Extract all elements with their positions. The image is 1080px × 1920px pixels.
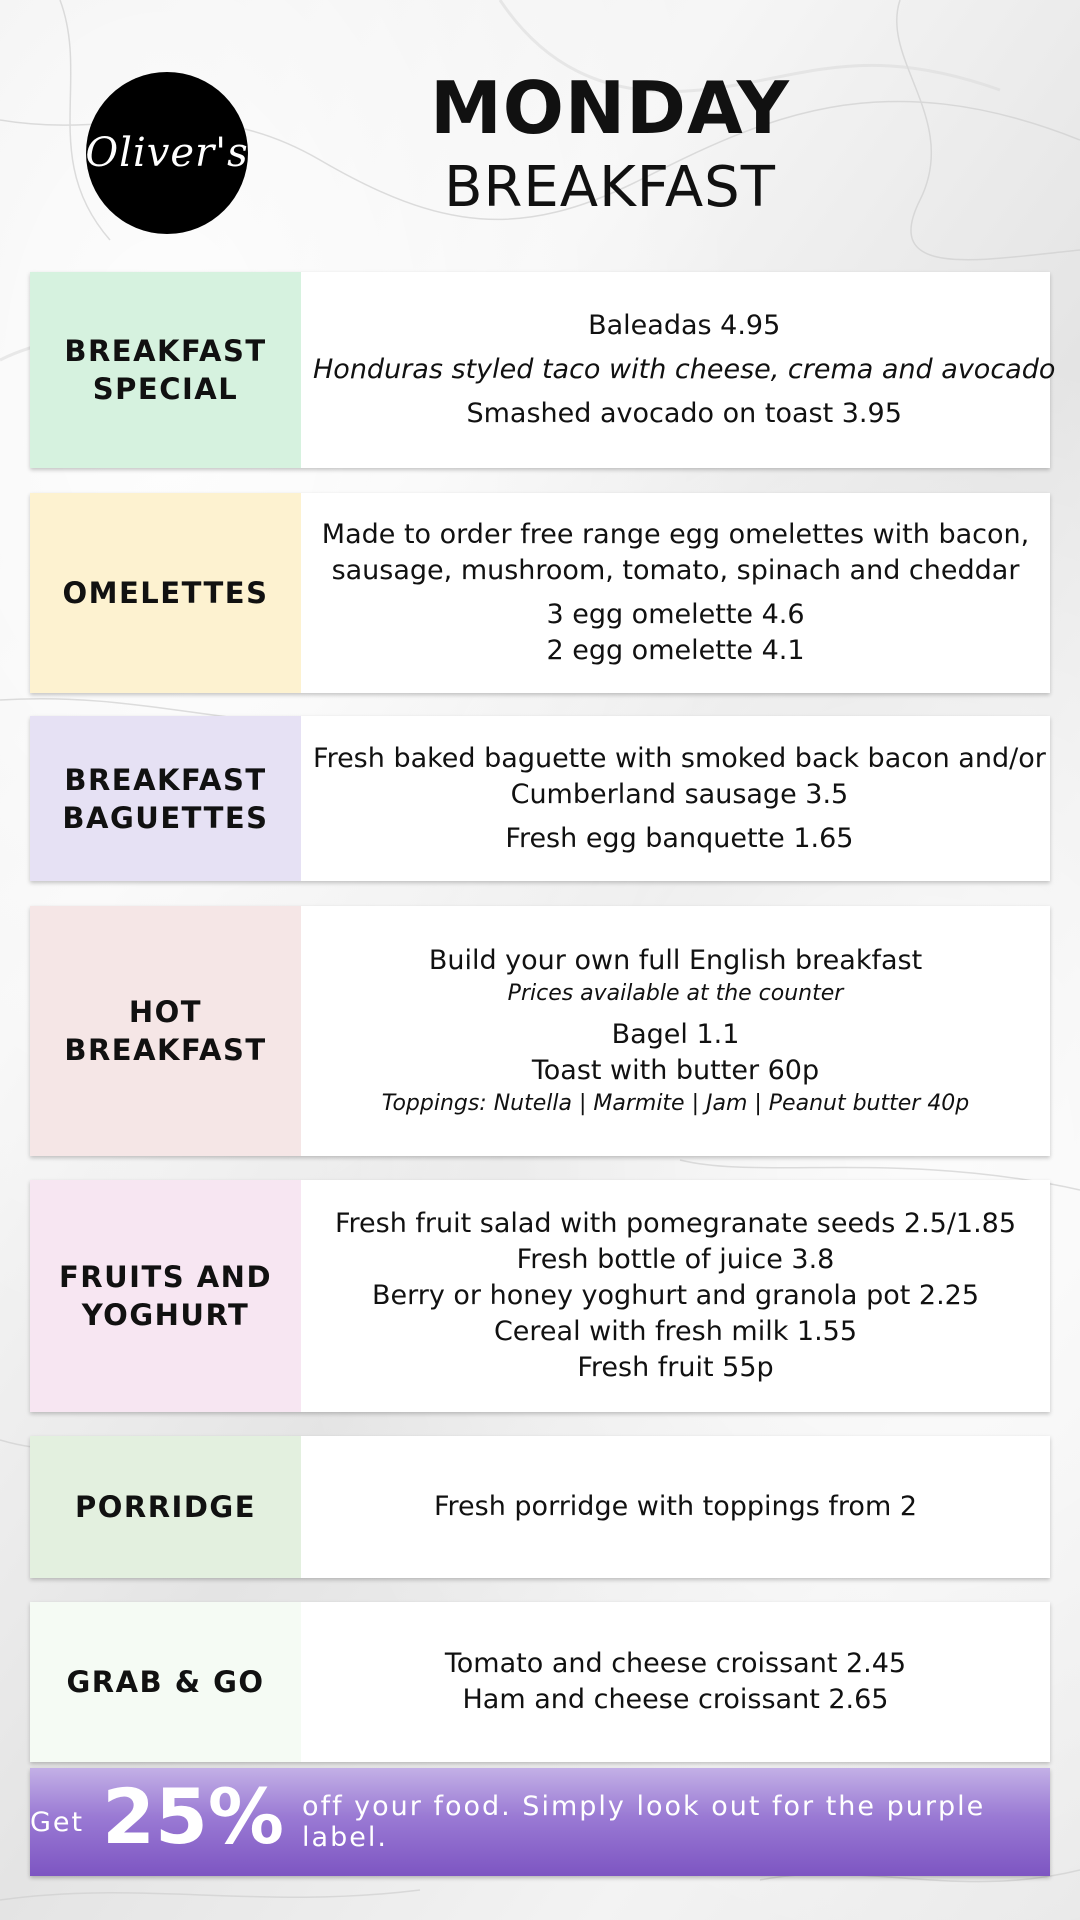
promo-prefix: Get xyxy=(30,1806,85,1838)
menu-item: 3 egg omelette 4.6 xyxy=(546,599,805,630)
section-items xyxy=(301,906,1050,1156)
menu-item: Bagel 1.1 xyxy=(611,1019,740,1050)
menu-item: Fresh egg banquette 1.65 xyxy=(505,822,854,854)
menu-item-description: sausage, mushroom, tomato, spinach and cheddar xyxy=(331,555,1020,586)
menu-item-description: Made to order free range egg omelettes with bacon, xyxy=(321,519,1030,550)
section-grab-and-go xyxy=(30,1602,1050,1762)
promo-banner xyxy=(30,1768,1050,1876)
meal-title: BREAKFAST xyxy=(444,155,776,220)
section-breakfast-special xyxy=(30,272,1056,468)
section-items xyxy=(301,716,1058,881)
logo-text: Oliver's xyxy=(85,130,249,176)
menu-item: Fresh fruit salad with pomegranate seeds 2.5/1.85 xyxy=(334,1208,1017,1239)
category-label: OMELETTES xyxy=(30,493,301,693)
menu-item: Baleadas 4.95 xyxy=(588,310,781,341)
day-title: MONDAY xyxy=(430,66,790,150)
category-label: GRAB & GO xyxy=(30,1602,301,1762)
promo-suffix: off your food. Simply look out for the purple label. xyxy=(302,1791,986,1853)
menu-item: Cereal with fresh milk 1.55 xyxy=(493,1316,858,1347)
menu-item: Tomato and cheese croissant 2.45 xyxy=(444,1648,907,1679)
section-items xyxy=(301,1180,1050,1412)
section-porridge xyxy=(30,1436,1050,1578)
menu-item: Smashed avocado on toast 3.95 xyxy=(466,398,902,429)
category-label: HOT BREAKFAST xyxy=(30,906,301,1156)
section-items xyxy=(301,1602,1050,1762)
menu-item: Fresh baked baguette with smoked back bacon and/or xyxy=(313,742,1046,774)
menu-item-note: Toppings: Nutella | Marmite | Jam | Peanut butter 40p xyxy=(381,1091,970,1116)
section-fruits-and-yoghurt xyxy=(30,1180,1050,1412)
menu-item: Cumberland sausage 3.5 xyxy=(510,778,849,810)
menu-item: Toast with butter 60p xyxy=(531,1055,820,1086)
menu-item-note: Prices available at the counter xyxy=(507,981,844,1006)
menu-item: Build your own full English breakfast xyxy=(428,945,923,976)
menu-item: Fresh porridge with toppings from 2 xyxy=(433,1491,918,1522)
section-hot-breakfast xyxy=(30,906,1050,1156)
category-label: BREAKFAST BAGUETTES xyxy=(30,716,301,881)
olivers-logo xyxy=(86,72,248,234)
category-label: FRUITS AND YOGHURT xyxy=(30,1180,301,1412)
section-breakfast-baguettes xyxy=(30,716,1050,881)
promo-percent: 25% xyxy=(102,1771,285,1861)
section-omelettes xyxy=(30,493,1050,693)
section-items xyxy=(301,493,1050,693)
section-items xyxy=(301,1436,1050,1578)
menu-item: Fresh bottle of juice 3.8 xyxy=(516,1244,835,1275)
menu-item: Berry or honey yoghurt and granola pot 2.25 xyxy=(371,1280,980,1311)
menu-item: Ham and cheese croissant 2.65 xyxy=(462,1684,889,1715)
menu-item-description: Honduras styled taco with cheese, crema and avocado xyxy=(313,354,1056,385)
menu-item: Fresh fruit 55p xyxy=(577,1352,774,1383)
section-items xyxy=(301,272,1067,468)
category-label: BREAKFAST SPECIAL xyxy=(30,272,301,468)
menu-item: 2 egg omelette 4.1 xyxy=(546,635,805,666)
category-label: PORRIDGE xyxy=(30,1436,301,1578)
